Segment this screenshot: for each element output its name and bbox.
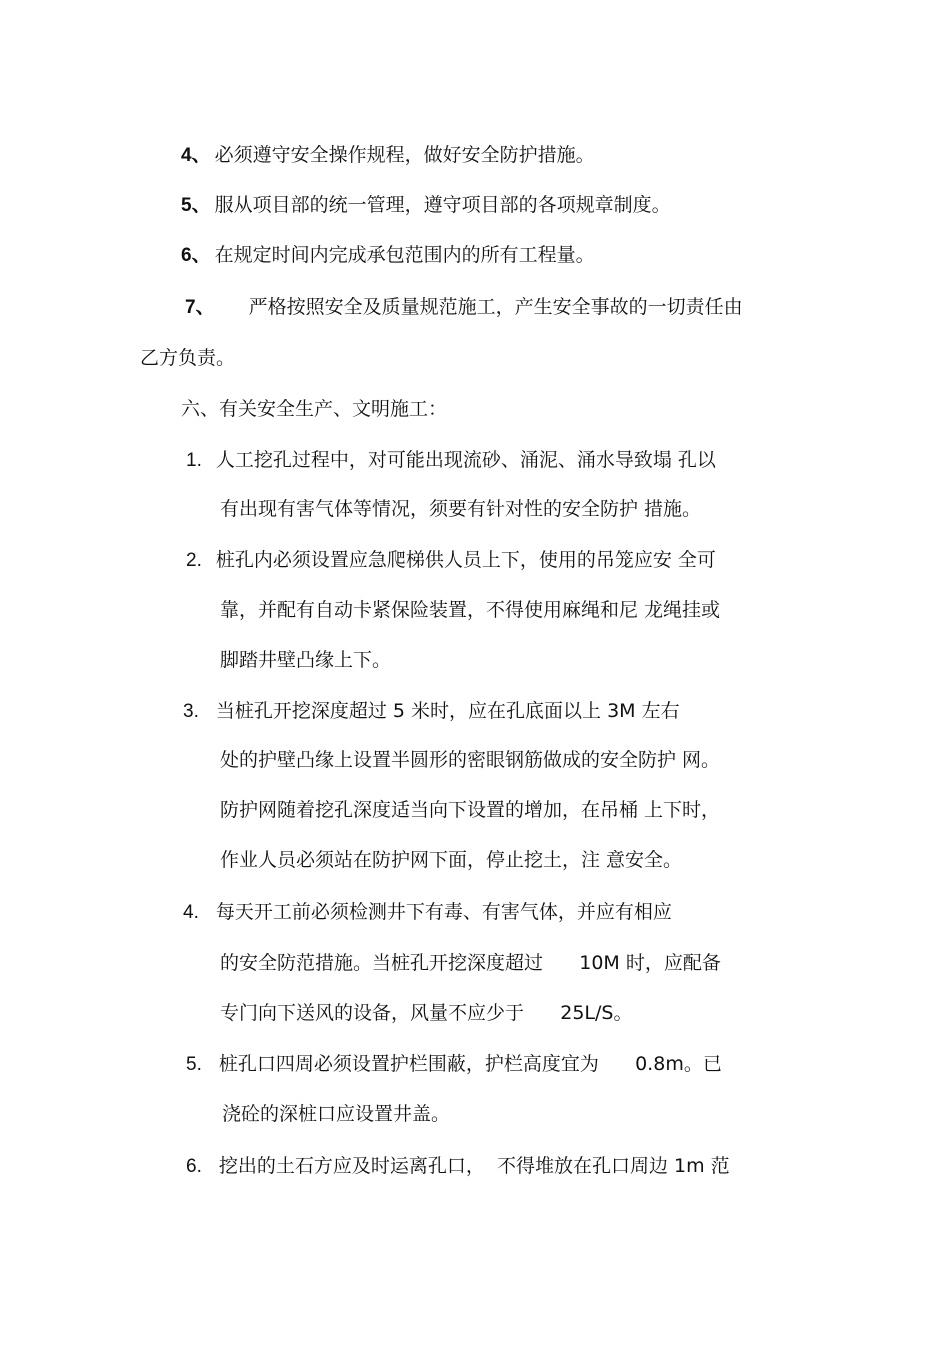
list-item-2 bbox=[186, 547, 716, 574]
list-item-2-line-3: 脚踏井壁凸缘上下。 bbox=[220, 649, 392, 671]
clause-text: 服从项目部的统一管理，遵守项目部的各项规章制度。 bbox=[214, 194, 671, 216]
list-item-2-line-2: 靠，并配有自动卡紧保险装置，不得使用麻绳和尼 龙绳挂或 bbox=[220, 599, 721, 621]
item-number: 1. bbox=[186, 450, 202, 471]
item-line: 当桩孔开挖深度超过 5 米时，应在孔底面以上 3M 左右 bbox=[215, 700, 680, 722]
item-number: 4. bbox=[183, 902, 199, 923]
item-line: 人工挖孔过程中，对可能出现流砂、涌泥、涌水导致塌 孔以 bbox=[215, 449, 716, 471]
clause-7 bbox=[185, 294, 743, 321]
item-number: 6. bbox=[186, 1156, 202, 1177]
item-number: 3. bbox=[183, 701, 199, 722]
clause-7-continuation: 乙方负责。 bbox=[140, 347, 236, 369]
item-number: 2. bbox=[186, 550, 202, 571]
clause-number: 6、 bbox=[181, 245, 211, 266]
list-item-6 bbox=[186, 1153, 730, 1180]
clause-text: 在规定时间内完成承包范围内的所有工程量。 bbox=[214, 244, 595, 266]
clause-6 bbox=[181, 242, 595, 269]
clause-number: 5、 bbox=[181, 195, 211, 216]
list-item-4 bbox=[183, 899, 672, 926]
list-item-1-line-2: 有出现有害气体等情况，须要有针对性的安全防护 措施。 bbox=[220, 498, 702, 520]
item-line: 每天开工前必须检测井下有毒、有害气体，并应有相应 bbox=[215, 901, 672, 923]
list-item-1 bbox=[186, 447, 716, 474]
list-item-4-line-3: 专门向下送风的设备，风量不应少于 25L/S。 bbox=[220, 1002, 633, 1024]
clause-number: 7、 bbox=[185, 297, 215, 318]
item-line: 桩孔口四周必须设置护栏围蔽，护栏高度宜为 0.8m。已 bbox=[218, 1053, 722, 1075]
clause-5 bbox=[181, 192, 671, 219]
item-line: 桩孔内必须设置应急爬梯供人员上下，使用的吊笼应安 全可 bbox=[215, 549, 716, 571]
list-item-3 bbox=[183, 698, 680, 725]
list-item-3-line-3: 防护网随着挖孔深度适当向下设置的增加，在吊桶 上下时， bbox=[220, 799, 721, 821]
list-item-5 bbox=[186, 1051, 722, 1078]
clause-number: 4、 bbox=[181, 145, 211, 166]
section-heading: 六、有关安全生产、文明施工： bbox=[181, 398, 448, 420]
list-item-4-line-2: 的安全防范措施。当桩孔开挖深度超过 10M 时，应配备 bbox=[220, 952, 721, 974]
clause-text: 必须遵守安全操作规程，做好安全防护措施。 bbox=[214, 144, 595, 166]
list-item-3-line-4: 作业人员必须站在防护网下面，停止挖土，注 意安全。 bbox=[220, 849, 683, 871]
list-item-3-line-2: 处的护壁凸缘上设置半圆形的密眼钢筋做成的安全防护 网。 bbox=[220, 749, 721, 771]
clause-text: 严格按照安全及质量规范施工，产生安全事故的一切责任由 bbox=[248, 296, 743, 318]
item-line: 挖出的土石方应及时运离孔口， 不得堆放在孔口周边 1m 范 bbox=[218, 1155, 730, 1177]
item-number: 5. bbox=[186, 1054, 202, 1075]
list-item-5-line-2: 浇砼的深桩口应设置井盖。 bbox=[222, 1103, 451, 1125]
clause-4 bbox=[181, 142, 595, 169]
